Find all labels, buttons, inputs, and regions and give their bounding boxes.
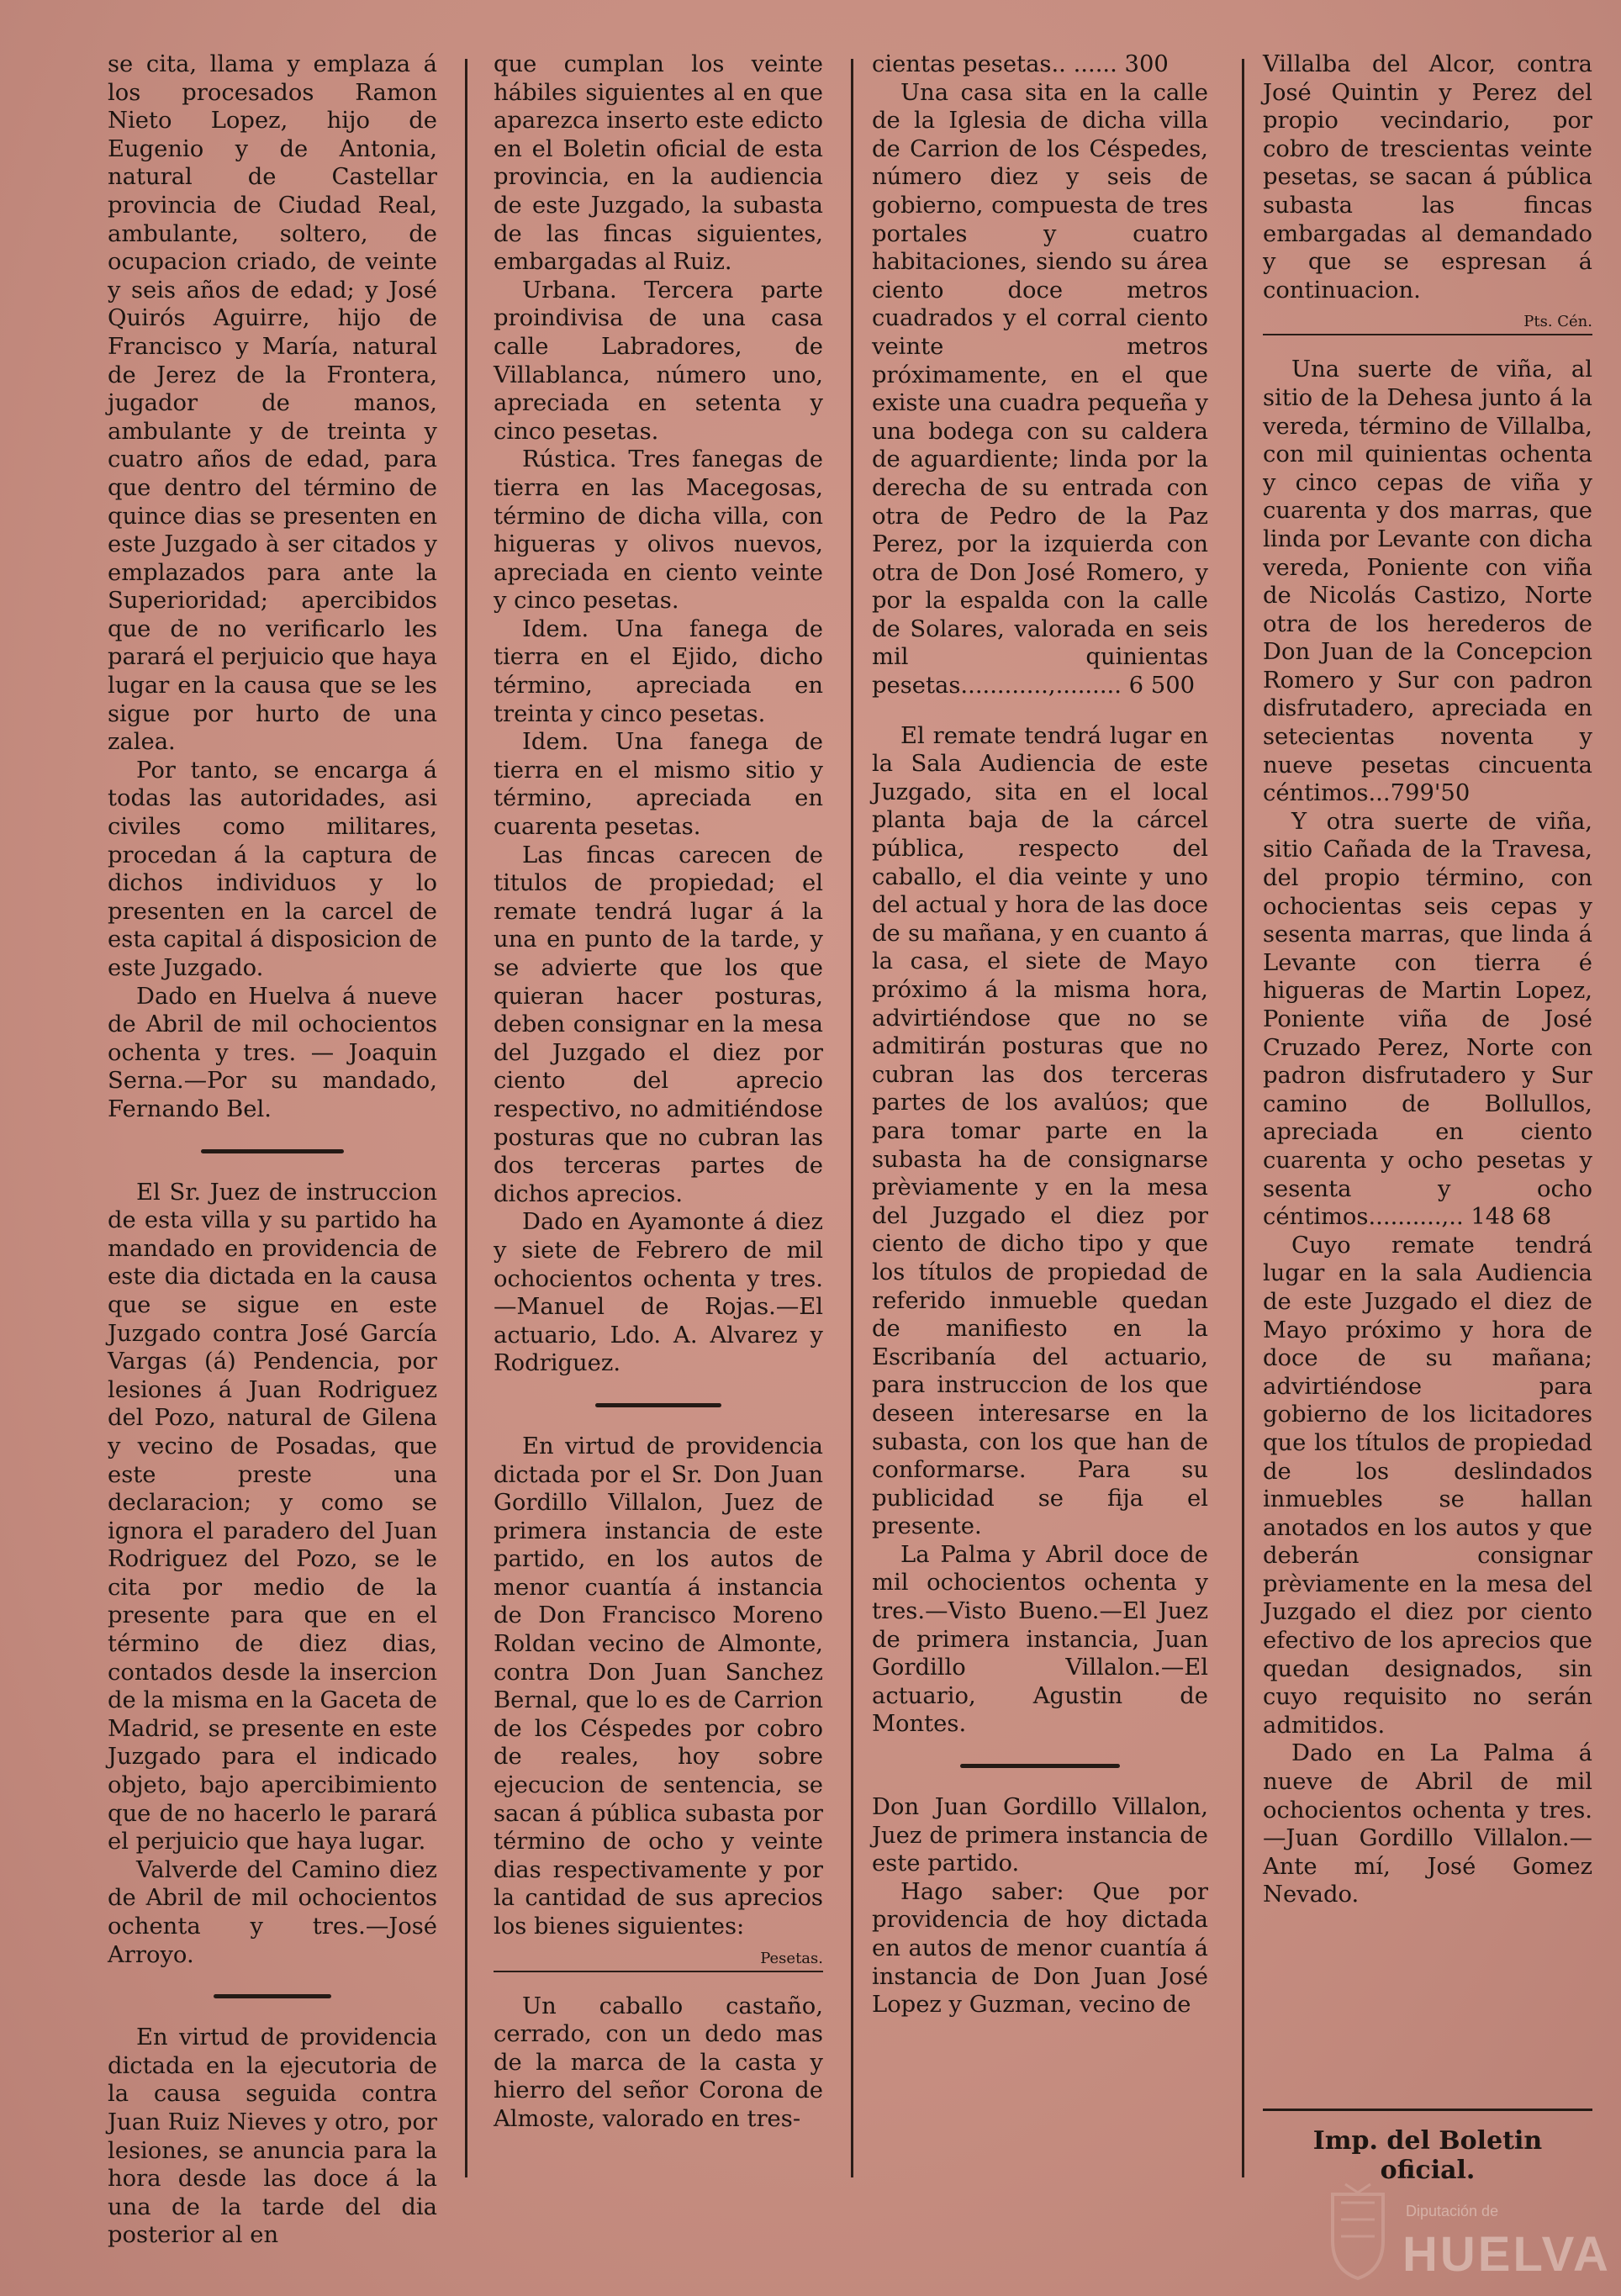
- paragraph: Rústica. Tres fanegas de tierra en las Macegosas, término de dicha villa, con higueras y olivos nuevos, apreciada en ciento veinte y cinco pesetas.: [494, 446, 823, 615]
- watermark-text: HUELVA: [1402, 2227, 1611, 2282]
- section-divider: [960, 1764, 1120, 1768]
- column-3: [872, 50, 1208, 2019]
- paragraph: Por tanto, se encarga á todas las autoridades, asi civiles como militares, procedan á la captura de dichos individuos y lo presenten en la carcel de esta capital á disposicion de este Juzgado.: [108, 757, 437, 981]
- paragraph: se cita, llama y emplaza á los procesados Ramon Nieto Lopez, hijo de Eugenio y de Antonia, natural de Castellar provincia de Ciudad Real, ambulante, soltero, de ocupacion criado, de veinte y seis años de edad; y José Quirós Aguirre, hijo de Francisco y María, natural de Jerez de la Frontera, jugador de manos, ambulante y de treinta y cuatro años de edad, para que dentro del término de quince dias se presenten en este Juzgado à ser citados y emplazados para ante la Superioridad; apercibidos que de no verificarlo les parará el perjuicio que haya lugar en la causa que se les sigue por hurto de una zalea.: [108, 51, 437, 756]
- paragraph: El remate tendrá lugar en la Sala Audiencia de este Juzgado, sita en el local planta baja de la cárcel pública, respecto del caballo, el dia veinte y uno del actual y hora de las doce de su mañana, y en cuanto á la casa, el siete de Mayo próximo á la misma hora, advirtiéndose que no se admitirán posturas que no cubran las dos terceras partes de los avalúos; que para tomar parte en la subasta ha de consignarse prèviamente y en la mesa del Juzgado el diez por ciento de dicho tipo y que los títulos de propiedad de referido inmueble quedan de manifiesto en la Escribanía del actuario, para instruccion de los que deseen interesarse en la subasta, con los que han de conformarse. Para su publicidad se fija el presente.: [872, 722, 1208, 1540]
- column-rule: [851, 59, 853, 2177]
- column-1: [108, 50, 437, 2250]
- section-divider: [595, 1403, 721, 1407]
- paragraph: El Sr. Juez de instruccion de esta villa y su partido ha mandado en providencia de este dia dictada en la causa que se sigue en este Juzgado contra José García Vargas (á) Pendencia, por lesiones á Juan Rodriguez del Pozo, natural de Gilena y vecino de Posadas, que este preste una declaracion; y como se ignora el paradero del Juan Rodriguez del Pozo, se le cita por medio de la presente para que en el término de diez dias, contados desde la insercion de la misma en la Gaceta de Madrid, se presente en este Juzgado para el indicado objeto, bajo apercibimiento que de no hacerlo le parará el perjuicio que haya lugar.: [108, 1179, 437, 1855]
- paragraph: Valverde del Camino diez de Abril de mil ochocientos ochenta y tres.—José Arroyo.: [108, 1856, 437, 1968]
- paragraph: En virtud de providencia dictada en la ejecutoria de la causa seguida contra Juan Ruiz Nieves y otro, por lesiones, se anuncia para la hora desde las doce á la una de la tarde del dia posterior al en: [108, 2024, 437, 2249]
- printer-footer: Imp. del Boletin oficial.: [1263, 2109, 1592, 2185]
- paragraph: La Palma y Abril doce de mil ochocientos ochenta y tres.—Visto Bueno.—El Juez de primera instancia, Juan Gordillo Villalon.—El actuario, Agustin de Montes.: [872, 1541, 1208, 1738]
- paragraph: Una suerte de viña, al sitio de la Dehesa junto á la vereda, término de Villalba, con mil quinientas ochenta y cinco cepas de viña y cuarenta y dos marras, que linda por Levante con dicha vereda, Poniente con viña de Nicolás Castizo, Norte otra de los herederos de Don Juan de la Concepcion Romero y Sur con padron disfrutadero, apreciada en setecientas noventa y nueve pesetas cincuenta céntimos...799'50: [1263, 356, 1592, 807]
- paragraph: Villalba del Alcor, contra José Quintin y Perez del propio vecindario, por cobro de trescientas veinte pesetas, se sacan á pública subasta las fincas embargadas al demandado y que se espresan á continuacion.: [1263, 51, 1592, 303]
- unit-label: Pesetas.: [494, 1950, 823, 1972]
- paragraph: Cuyo remate tendrá lugar en la sala Audiencia de este Juzgado el diez de Mayo próximo y hora de doce de su mañana; advirtiéndose para gobierno de los licitadores que los títulos de propiedad de los deslindados inmuebles se hallan anotados en los autos y que deberán consignar prèviamente en la mesa del Juzgado el diez por ciento efectivo de los aprecios que quedan designados, sin cuyo requisito no serán admitidos.: [1263, 1232, 1592, 1739]
- paragraph: Idem. Una fanega de tierra en el mismo sitio y término, apreciada en cuarenta pesetas.: [494, 729, 823, 841]
- paragraph: Dado en La Palma á nueve de Abril de mil ochocientos ochenta y tres.—Juan Gordillo Villalon.—Ante mí, José Gomez Nevado.: [1263, 1740, 1592, 1908]
- column-2: [494, 50, 823, 2134]
- column-rule: [465, 59, 467, 2177]
- paragraph: Don Juan Gordillo Villalon, Juez de primera instancia de este partido.: [872, 1794, 1208, 1877]
- paragraph: En virtud de providencia dictada por el Sr. Don Juan Gordillo Villalon, Juez de primera instancia de este partido, en los autos de menor cuantía á instancia de Don Francisco Moreno Roldan vecino de Almonte, contra Don Juan Sanchez Bernal, que lo es de Carrion de los Céspedes por cobro de reales, hoy sobre ejecucion de sentencia, se sacan á pública subasta por término de ocho y veinte dias respectivamente y por la cantidad de sus aprecios los bienes siguientes:: [494, 1433, 823, 1940]
- paragraph: Un caballo castaño, cerrado, con un dedo mas de la marca de la casta y hierro del señor Corona de Almoste, valorado en tres-: [494, 1993, 823, 2132]
- paragraph: Una casa sita en la calle de la Iglesia de dicha villa de Carrion de los Céspedes, número diez y seis de gobierno, compuesta de tres portales y cuatro habitaciones, siendo su área ciento doce metros cuadrados y el corral ciento veinte metros próximamente, en el que existe una cuadra pequeña y una bodega con su caldera de aguardiente; linda por la derecha de su entrada con otra de Pedro de la Paz Perez, por la izquierda con otra de Don José Romero, y por la espalda con la calle de Solares, valorada en seis mil quinientas pesetas............,......... 6 500: [872, 79, 1208, 699]
- paragraph: Dado en Ayamonte á diez y siete de Febrero de mil ochocientos ochenta y tres.—Manuel de Rojas.—El actuario, Ldo. A. Alvarez y Rodriguez.: [494, 1209, 823, 1377]
- section-divider: [214, 1994, 331, 1998]
- column-rule: [1242, 59, 1244, 2177]
- paragraph: Hago saber: Que por providencia de hoy dictada en autos de menor cuantía á instancia de Don Juan José Lopez y Guzman, vecino de: [872, 1878, 1208, 2019]
- paragraph: Y otra suerte de viña, sitio Cañada de la Travesa, del propio término, con ochocientas seis cepas y sesenta marras, que linda á Levante con tierra é higueras de Martin Lopez, Poniente viña de José Cruzado Perez, Norte con padron disfrutadero y Sur camino de Bollullos, apreciada en ciento cuarenta y ocho pesetas y sesenta y ocho céntimos..........,.. 148 68: [1263, 808, 1592, 1231]
- paragraph: Las fincas carecen de titulos de propiedad; el remate tendrá lugar á la una en punto de la tarde, y se advierte que los que quieran hacer posturas, deben consignar en la mesa del Juzgado el diez por ciento del aprecio respectivo, no admitiéndose posturas que no cubran las dos terceras partes de dichos aprecios.: [494, 842, 823, 1207]
- amount-line: cientas pesetas.. ...... 300: [872, 51, 1169, 77]
- paragraph: Idem. Una fanega de tierra en el Ejido, dicho término, apreciada en treinta y cinco pesetas.: [494, 615, 823, 727]
- section-divider: [201, 1149, 344, 1153]
- unit-label: Pts. Cén.: [1263, 313, 1592, 335]
- paragraph: Dado en Huelva á nueve de Abril de mil ochocientos ochenta y tres. — Joaquin Serna.—Por su mandado, Fernando Bel.: [108, 983, 437, 1122]
- column-4: [1263, 50, 1592, 1909]
- watermark-subtext: Diputación de: [1406, 2203, 1499, 2219]
- paragraph: que cumplan los veinte hábiles siguientes al en que aparezca inserto este edicto en el Boletin oficial de esta provincia, en la audiencia de este Juzgado, la subasta de las fincas siguientes, embargadas al Ruiz.: [494, 51, 823, 276]
- paragraph: Urbana. Tercera parte proindivisa de una casa calle Labradores, de Villablanca, número uno, apreciada en setenta y cinco pesetas.: [494, 277, 823, 445]
